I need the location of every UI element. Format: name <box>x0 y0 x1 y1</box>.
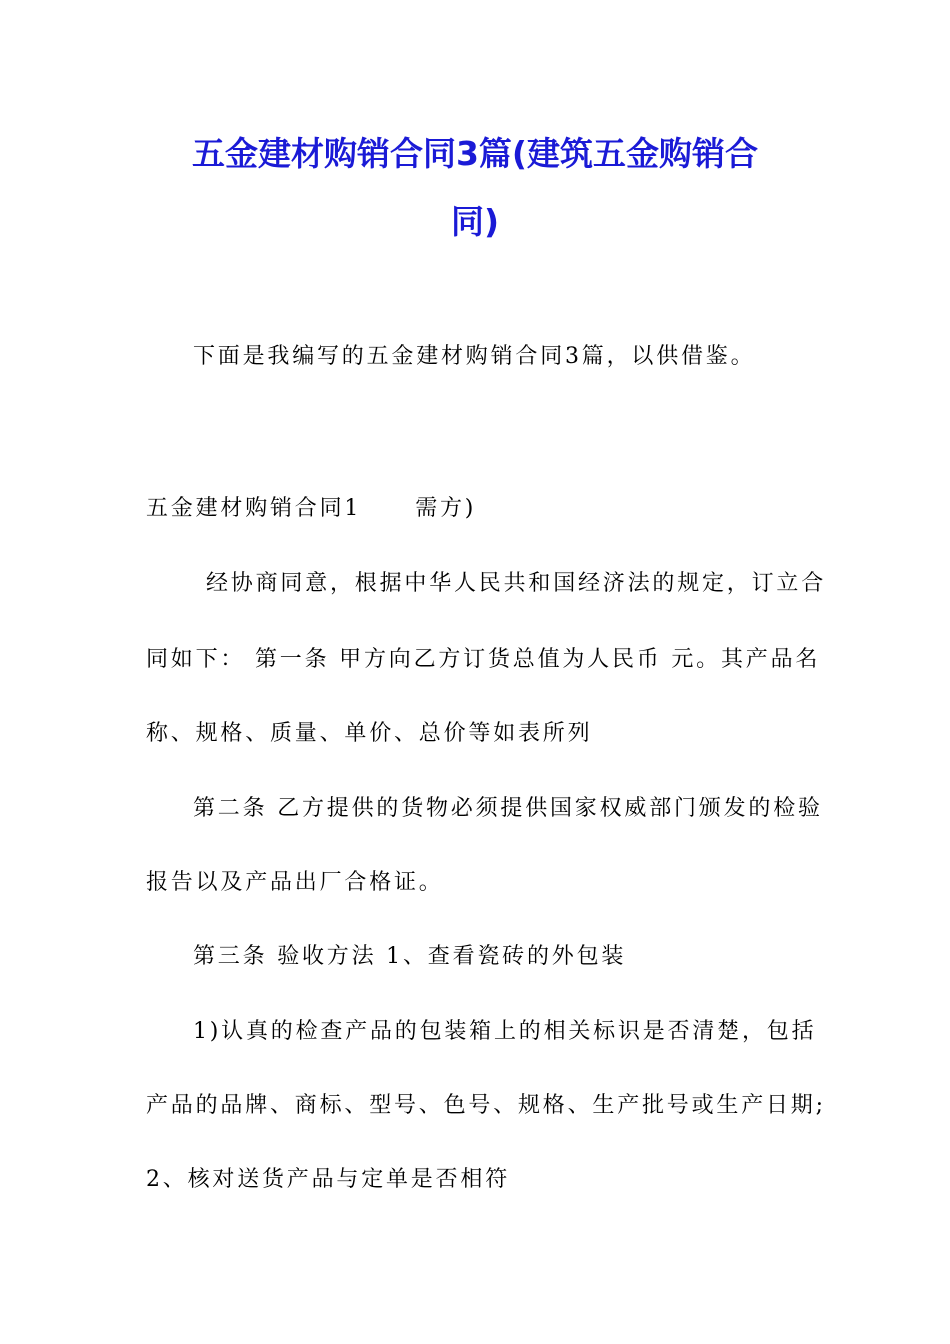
section-heading <box>146 495 476 523</box>
paragraph-line: 第二条 乙方提供的货物必须提供国家权威部门颁发的检验 <box>193 796 823 821</box>
paragraph-line: 报告以及产品出厂合格证。 <box>146 870 444 895</box>
section-heading-title: 五金建材购销合同1 <box>146 496 362 521</box>
paragraph-line: 产品的品牌、商标、型号、色号、规格、生产批号或生产日期; <box>146 1093 826 1118</box>
document-title-line-2: 同) <box>450 202 500 241</box>
paragraph-line: 同如下： 第一条 甲方向乙方订货总值为人民币 元。其产品名 <box>146 647 821 672</box>
section-heading-suffix: 需方) <box>415 496 477 521</box>
paragraph-line: 称、规格、质量、单价、总价等如表所列 <box>146 721 593 746</box>
paragraph-line: 2、核对送货产品与定单是否相符 <box>146 1167 510 1192</box>
paragraph-line: 经协商同意，根据中华人民共和国经济法的规定，订立合 <box>206 571 827 596</box>
paragraph-line: 1)认真的检查产品的包装箱上的相关标识是否清楚，包括 <box>193 1019 817 1044</box>
document-title-line-1: 五金建材购销合同3篇(建筑五金购销合 <box>191 134 759 173</box>
intro-paragraph: 下面是我编写的五金建材购销合同3篇，以供借鉴。 <box>193 344 756 369</box>
paragraph-line: 第三条 验收方法 1、查看瓷砖的外包装 <box>193 944 627 969</box>
